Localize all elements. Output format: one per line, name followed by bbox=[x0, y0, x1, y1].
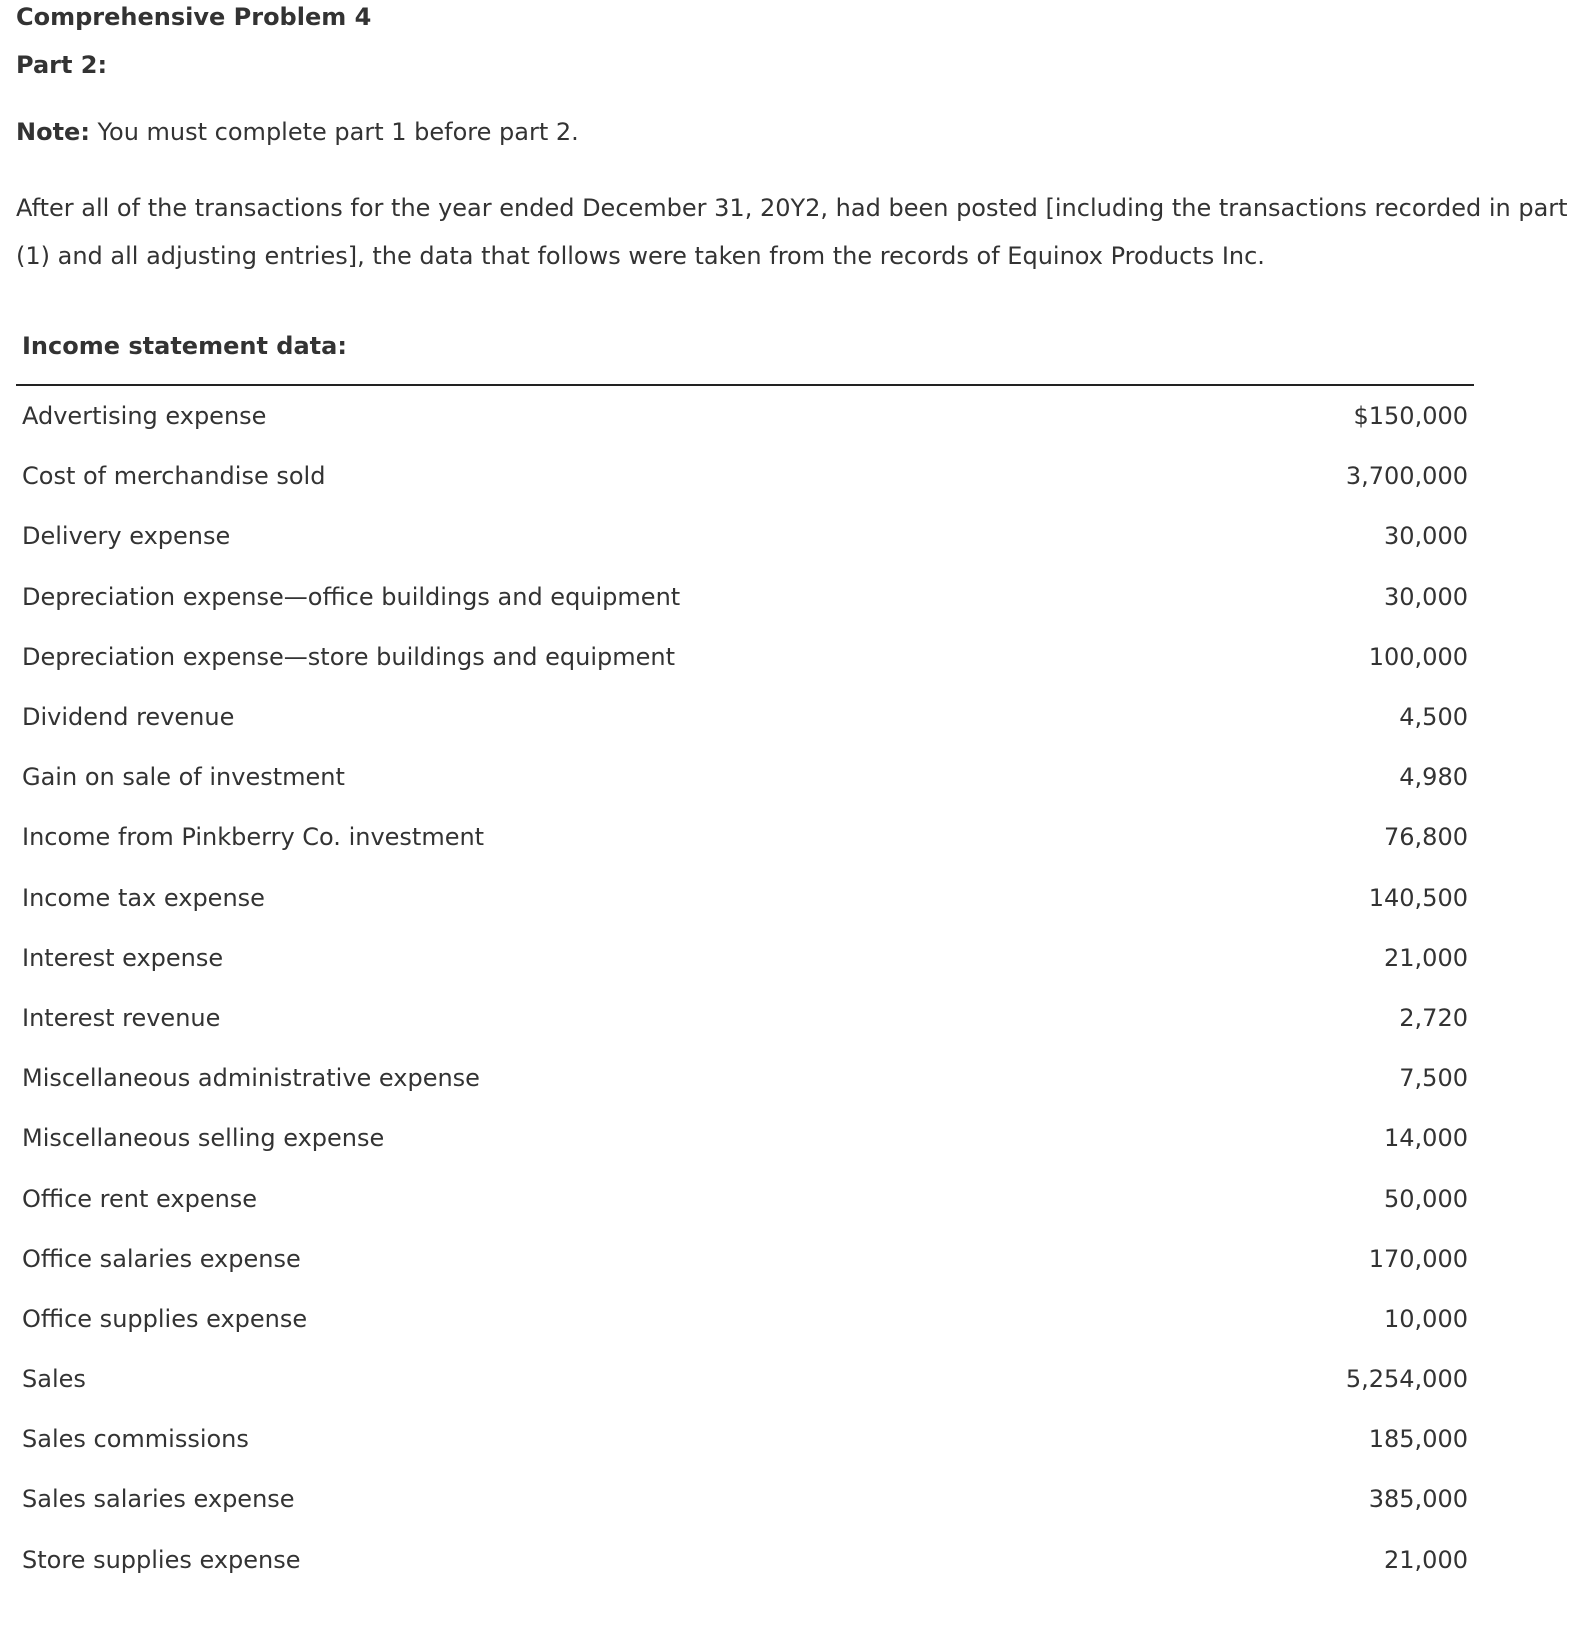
row-label: Dividend revenue bbox=[22, 703, 235, 732]
table-row bbox=[16, 627, 1474, 687]
income-statement-table bbox=[16, 386, 1474, 1590]
table-row bbox=[16, 1469, 1474, 1529]
part-heading: Part 2: bbox=[16, 51, 108, 79]
row-label: Gain on sale of investment bbox=[22, 763, 345, 792]
table-row bbox=[16, 1530, 1474, 1590]
table-row bbox=[16, 747, 1474, 807]
row-label: Advertising expense bbox=[22, 402, 267, 431]
row-amount: 7,500 bbox=[1399, 1064, 1468, 1093]
table-row bbox=[16, 1048, 1474, 1108]
row-amount: 10,000 bbox=[1384, 1304, 1468, 1333]
note-text: You must complete part 1 before part 2. bbox=[89, 118, 579, 146]
intro-paragraph: After all of the transactions for the year ended December 31, 20Y2, had been posted [including the transactions recorded in part (1) and all adjusting entries], the data that follows were taken from the records of Equinox Products Inc. bbox=[16, 194, 1568, 270]
income-statement-heading: Income statement data: bbox=[22, 332, 347, 360]
table-row bbox=[16, 1289, 1474, 1349]
row-amount: $150,000 bbox=[1353, 402, 1468, 431]
row-label: Delivery expense bbox=[22, 522, 231, 551]
row-amount: 140,500 bbox=[1368, 883, 1468, 912]
row-label: Office salaries expense bbox=[22, 1244, 301, 1273]
page-title: Comprehensive Problem 4 bbox=[16, 3, 372, 31]
note-label: Note: bbox=[16, 118, 90, 146]
row-label: Cost of merchandise sold bbox=[22, 462, 326, 491]
note-paragraph bbox=[16, 115, 1576, 149]
table-row bbox=[16, 687, 1474, 747]
table-row bbox=[16, 1229, 1474, 1289]
table-row bbox=[16, 1349, 1474, 1409]
row-amount: 185,000 bbox=[1368, 1425, 1468, 1454]
row-amount: 2,720 bbox=[1399, 1003, 1468, 1032]
row-label: Depreciation expense—store buildings and equipment bbox=[22, 642, 676, 671]
row-amount: 4,980 bbox=[1399, 763, 1468, 792]
row-amount: 385,000 bbox=[1368, 1485, 1468, 1514]
row-label: Store supplies expense bbox=[22, 1545, 301, 1574]
table-row bbox=[16, 506, 1474, 566]
row-amount: 3,700,000 bbox=[1345, 462, 1468, 491]
row-label: Miscellaneous administrative expense bbox=[22, 1064, 480, 1093]
table-row bbox=[16, 1168, 1474, 1228]
row-amount: 50,000 bbox=[1384, 1184, 1468, 1213]
row-label: Sales bbox=[22, 1365, 86, 1394]
row-label: Miscellaneous selling expense bbox=[22, 1124, 385, 1153]
row-label: Office supplies expense bbox=[22, 1304, 308, 1333]
row-amount: 100,000 bbox=[1368, 642, 1468, 671]
table-row bbox=[16, 807, 1474, 867]
row-amount: 21,000 bbox=[1384, 943, 1468, 972]
table-row bbox=[16, 446, 1474, 506]
row-label: Sales commissions bbox=[22, 1425, 249, 1454]
row-label: Sales salaries expense bbox=[22, 1485, 295, 1514]
row-amount: 30,000 bbox=[1384, 522, 1468, 551]
table-row bbox=[16, 1108, 1474, 1168]
row-amount: 14,000 bbox=[1384, 1124, 1468, 1153]
row-label: Income from Pinkberry Co. investment bbox=[22, 823, 485, 852]
table-row bbox=[16, 386, 1474, 446]
row-label: Interest revenue bbox=[22, 1003, 221, 1032]
row-amount: 30,000 bbox=[1384, 582, 1468, 611]
row-amount: 76,800 bbox=[1384, 823, 1468, 852]
row-amount: 21,000 bbox=[1384, 1545, 1468, 1574]
row-label: Office rent expense bbox=[22, 1184, 258, 1213]
row-label: Income tax expense bbox=[22, 883, 265, 912]
table-row bbox=[16, 988, 1474, 1048]
table-row bbox=[16, 928, 1474, 988]
row-amount: 5,254,000 bbox=[1345, 1365, 1468, 1394]
row-amount: 170,000 bbox=[1368, 1244, 1468, 1273]
row-label: Interest expense bbox=[22, 943, 224, 972]
table-row bbox=[16, 567, 1474, 627]
row-amount: 4,500 bbox=[1399, 703, 1468, 732]
table-row bbox=[16, 1409, 1474, 1469]
table-row bbox=[16, 868, 1474, 928]
row-label: Depreciation expense—office buildings and equipment bbox=[22, 582, 681, 611]
document-page bbox=[16, 0, 1576, 1590]
